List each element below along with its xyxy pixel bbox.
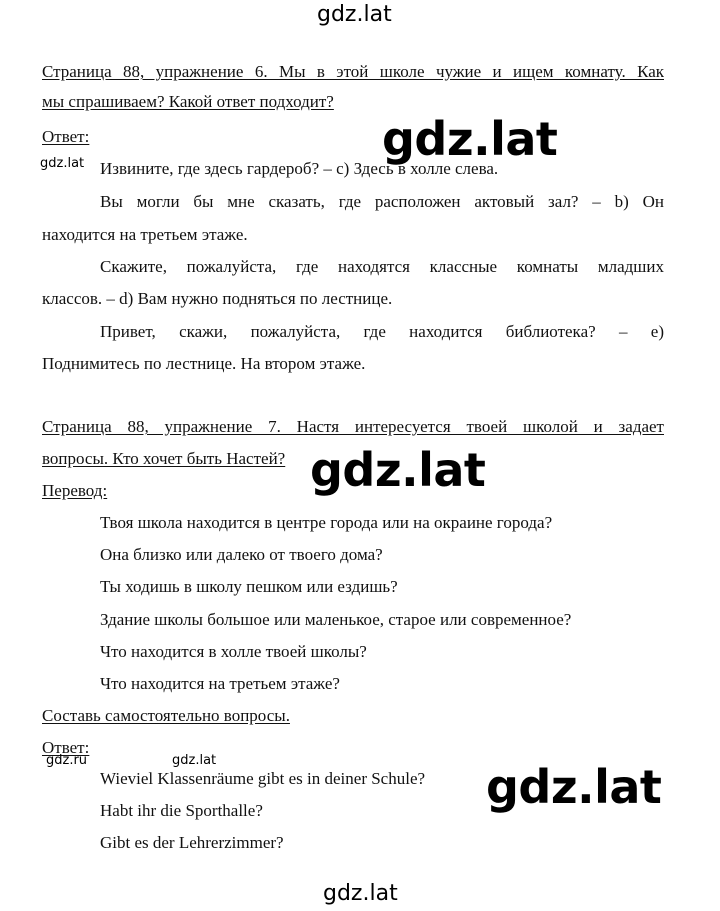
exercise-6-answer-1: Извините, где здесь гардероб? – c) Здесь в холле слева. xyxy=(100,159,499,178)
exercise-7-question-6: Что находится на третьем этаже? xyxy=(100,674,340,693)
exercise-6-answer-3-line-2: классов. – d) Вам нужно подняться по лестнице. xyxy=(42,289,393,308)
exercise-7-answer-label: Ответ: xyxy=(42,738,90,757)
exercise-7-answer-1: Wieviel Klassenräume gibt es in deiner Schule? xyxy=(100,769,426,788)
exercise-7-question-3: Ты ходишь в школу пешком или ездишь? xyxy=(100,577,398,596)
exercise-6-answer-4-line-1: Привет, скажи, пожалуйста, где находится библиотека? – e) xyxy=(100,322,664,341)
watermark-big-1: gdz.lat xyxy=(382,112,558,166)
exercise-7-title-line-1: Страница 88, упражнение 7. Настя интересуется твоей школой и задает xyxy=(42,417,664,436)
watermark-big-3: gdz.lat xyxy=(486,760,662,814)
exercise-6-answer-label: Ответ: xyxy=(42,127,90,146)
watermark-big-2: gdz.lat xyxy=(310,443,486,497)
exercise-6-title-line-2: мы спрашиваем? Какой ответ подходит? xyxy=(42,92,334,111)
exercise-7-translation-label: Перевод: xyxy=(42,481,108,500)
exercise-7-question-5: Что находится в холле твоей школы? xyxy=(100,642,367,661)
exercise-6-answer-3-line-1: Скажите, пожалуйста, где находятся классные комнаты младших xyxy=(100,257,664,276)
exercise-6-title-line-1: Страница 88, упражнение 6. Мы в этой школе чужие и ищем комнату. Как xyxy=(42,62,664,81)
exercise-7-question-1: Твоя школа находится в центре города или на окраине города? xyxy=(100,513,553,532)
exercise-7-title-line-2: вопросы. Кто хочет быть Настей? xyxy=(42,449,286,468)
watermark-small-ru: gdz.ru xyxy=(46,753,88,768)
exercise-7-question-2: Она близко или далеко от твоего дома? xyxy=(100,545,383,564)
exercise-7-question-4: Здание школы большое или маленькое, старое или современное? xyxy=(100,610,572,629)
watermark-small-1: gdz.lat xyxy=(40,156,85,171)
watermark-top: gdz.lat xyxy=(317,2,392,27)
exercise-6-answer-4-line-2: Поднимитесь по лестнице. На втором этаже. xyxy=(42,354,366,373)
exercise-7-answer-3: Gibt es der Lehrerzimmer? xyxy=(100,833,284,852)
exercise-7-answer-2: Habt ihr die Sporthalle? xyxy=(100,801,263,820)
exercise-6-answer-2-line-1: Вы могли бы мне сказать, где расположен актовый зал? – b) Он xyxy=(100,192,664,211)
exercise-7-task: Составь самостоятельно вопросы. xyxy=(42,706,290,725)
exercise-6-answer-2-line-2: находится на третьем этаже. xyxy=(42,225,248,244)
watermark-bottom: gdz.lat xyxy=(323,881,398,906)
watermark-small-2: gdz.lat xyxy=(172,753,217,768)
